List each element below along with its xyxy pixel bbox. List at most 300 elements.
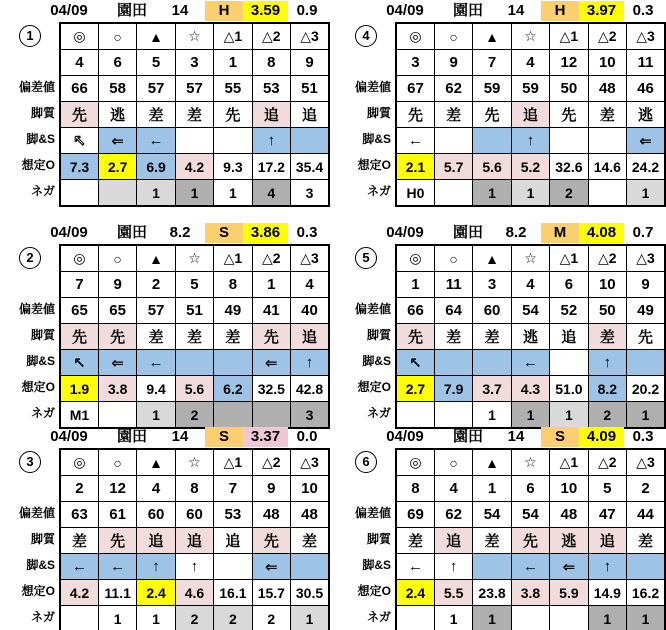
nega-cell: 1 bbox=[627, 606, 665, 630]
running-style-cell: 差 bbox=[137, 324, 175, 350]
header-date: 04/09 bbox=[386, 428, 424, 445]
odds-cell: 4.6 bbox=[175, 580, 213, 606]
horse-number-cell: 4 bbox=[291, 272, 329, 298]
odds-cell: 3.8 bbox=[511, 580, 549, 606]
block-body bbox=[336, 448, 666, 630]
block-header bbox=[336, 426, 666, 448]
horse-number-cell: 6 bbox=[550, 272, 588, 298]
mark-cell: ▲ bbox=[137, 23, 175, 50]
header-number: 14 bbox=[171, 2, 189, 19]
arrow-cell: ← bbox=[137, 128, 175, 154]
block-number: 4 bbox=[355, 25, 377, 47]
odds-cell: 32.5 bbox=[252, 376, 290, 402]
horse-number-cell: 5 bbox=[137, 50, 175, 76]
running-style-cell: 先 bbox=[252, 528, 290, 554]
horse-number-cell: 4 bbox=[511, 272, 549, 298]
nega-cell bbox=[434, 402, 472, 429]
block-header bbox=[336, 0, 666, 22]
mark-cell: ▲ bbox=[137, 449, 175, 476]
odds-cell: 51.0 bbox=[550, 376, 588, 402]
odds-cell: 2.4 bbox=[396, 580, 434, 606]
running-style-cell: 追 bbox=[137, 528, 175, 554]
running-style-cell: 追 bbox=[291, 102, 329, 128]
table-row bbox=[60, 350, 329, 376]
odds-cell: 5.9 bbox=[550, 580, 588, 606]
nega-cell bbox=[434, 180, 472, 207]
horse-number-cell: 9 bbox=[627, 272, 665, 298]
odds-cell: 3.7 bbox=[473, 376, 511, 402]
deviation-cell: 66 bbox=[60, 76, 98, 102]
header-date: 04/09 bbox=[50, 224, 88, 241]
horse-number-cell: 3 bbox=[473, 272, 511, 298]
header-date: 04/09 bbox=[50, 2, 88, 19]
arrow-cell: ← bbox=[511, 350, 549, 376]
mark-cell: △1 bbox=[550, 449, 588, 476]
running-style-cell: 先 bbox=[98, 528, 136, 554]
table-row bbox=[60, 128, 329, 154]
horse-number-cell: 2 bbox=[627, 476, 665, 502]
table-row bbox=[396, 606, 665, 630]
nega-cell bbox=[98, 402, 136, 429]
block-header bbox=[0, 222, 330, 244]
nega-cell: 1 bbox=[473, 402, 511, 429]
header-pace-letter: S bbox=[205, 223, 243, 243]
nega-cell: 1 bbox=[588, 606, 626, 630]
horse-number-cell: 11 bbox=[627, 50, 665, 76]
row-labels bbox=[336, 448, 395, 630]
running-style-cell: 差 bbox=[214, 324, 252, 350]
mark-cell: ○ bbox=[98, 23, 136, 50]
race-block-3 bbox=[0, 426, 330, 630]
mark-cell: ☆ bbox=[511, 245, 549, 272]
row-label: 偏差値 bbox=[18, 506, 55, 520]
odds-cell: 8.2 bbox=[588, 376, 626, 402]
nega-cell: H0 bbox=[396, 180, 434, 207]
nega-cell: 1 bbox=[473, 606, 511, 630]
nega-cell: 2 bbox=[252, 606, 290, 630]
header-track: 園田 bbox=[452, 428, 483, 445]
header-value: 3.97 bbox=[579, 1, 624, 21]
table-row bbox=[396, 350, 665, 376]
header-value: 4.09 bbox=[579, 427, 624, 447]
nega-cell: M1 bbox=[60, 402, 98, 429]
deviation-cell: 44 bbox=[627, 502, 665, 528]
row-label: 偏差値 bbox=[18, 302, 55, 316]
arrow-cell bbox=[175, 128, 213, 154]
horse-number-cell: 10 bbox=[588, 50, 626, 76]
data-table bbox=[395, 244, 666, 429]
odds-cell: 14.6 bbox=[588, 154, 626, 180]
nega-cell: 1 bbox=[473, 180, 511, 207]
mark-cell: ○ bbox=[98, 449, 136, 476]
deviation-cell: 62 bbox=[434, 76, 472, 102]
deviation-cell: 48 bbox=[252, 502, 290, 528]
arrow-cell: ← bbox=[98, 554, 136, 580]
nega-cell: 2 bbox=[588, 402, 626, 429]
mark-cell: △3 bbox=[627, 449, 665, 476]
deviation-cell: 65 bbox=[60, 298, 98, 324]
arrow-cell: ↑ bbox=[137, 554, 175, 580]
table-row bbox=[396, 298, 665, 324]
table-row bbox=[60, 606, 329, 630]
arrow-cell bbox=[434, 128, 472, 154]
block-header bbox=[0, 426, 330, 448]
running-style-cell: 追 bbox=[511, 102, 549, 128]
horse-number-cell: 7 bbox=[214, 476, 252, 502]
block-number: 6 bbox=[355, 451, 377, 473]
running-style-cell: 差 bbox=[175, 324, 213, 350]
nega-cell: 1 bbox=[627, 402, 665, 429]
row-label: 脚質 bbox=[366, 106, 391, 120]
arrow-cell bbox=[473, 554, 511, 580]
deviation-cell: 52 bbox=[550, 298, 588, 324]
mark-cell: ○ bbox=[434, 245, 472, 272]
race-block-6 bbox=[336, 426, 666, 630]
odds-cell: 4.2 bbox=[175, 154, 213, 180]
deviation-cell: 64 bbox=[434, 298, 472, 324]
horse-number-cell: 11 bbox=[434, 272, 472, 298]
block-body bbox=[0, 448, 330, 630]
header-value: 3.37 bbox=[243, 427, 288, 447]
mark-cell: ▲ bbox=[473, 449, 511, 476]
row-label: 脚&S bbox=[362, 132, 391, 146]
odds-cell: 24.2 bbox=[627, 154, 665, 180]
header-date: 04/09 bbox=[50, 428, 88, 445]
block-body bbox=[336, 22, 666, 207]
odds-cell: 5.6 bbox=[175, 376, 213, 402]
mark-cell: ◎ bbox=[396, 245, 434, 272]
odds-cell: 14.9 bbox=[588, 580, 626, 606]
row-label: ネガ bbox=[30, 184, 55, 198]
mark-cell: ▲ bbox=[473, 23, 511, 50]
running-style-cell: 先 bbox=[627, 324, 665, 350]
arrow-cell: ↑ bbox=[252, 128, 290, 154]
header-extra: 0.0 bbox=[296, 428, 318, 445]
header-track: 園田 bbox=[116, 428, 147, 445]
header-pace-letter: H bbox=[205, 1, 243, 21]
running-style-cell: 差 bbox=[473, 528, 511, 554]
table-row bbox=[60, 324, 329, 350]
running-style-cell: 先 bbox=[214, 102, 252, 128]
odds-cell: 16.1 bbox=[214, 580, 252, 606]
table-row bbox=[60, 76, 329, 102]
row-label: ネガ bbox=[366, 610, 391, 624]
nega-cell: 1 bbox=[291, 606, 329, 630]
nega-cell: 1 bbox=[137, 402, 175, 429]
odds-cell: 6.2 bbox=[214, 376, 252, 402]
horse-number-cell: 8 bbox=[214, 272, 252, 298]
mark-cell: △1 bbox=[214, 245, 252, 272]
arrow-cell: ⇐ bbox=[550, 554, 588, 580]
odds-cell: 7.3 bbox=[60, 154, 98, 180]
odds-cell: 5.5 bbox=[434, 580, 472, 606]
deviation-cell: 48 bbox=[550, 502, 588, 528]
odds-cell: 2.7 bbox=[396, 376, 434, 402]
nega-cell bbox=[511, 606, 549, 630]
deviation-cell: 60 bbox=[137, 502, 175, 528]
row-label: ネガ bbox=[30, 406, 55, 420]
block-header bbox=[336, 222, 666, 244]
header-extra: 0.7 bbox=[632, 224, 654, 241]
odds-cell: 2.7 bbox=[98, 154, 136, 180]
row-label: ネガ bbox=[30, 610, 55, 624]
arrow-cell: ← bbox=[137, 350, 175, 376]
arrow-cell bbox=[291, 554, 329, 580]
mark-cell: ◎ bbox=[60, 245, 98, 272]
horse-number-cell: 5 bbox=[175, 272, 213, 298]
arrow-cell: ↑ bbox=[291, 350, 329, 376]
running-style-cell: 先 bbox=[550, 102, 588, 128]
deviation-cell: 50 bbox=[550, 76, 588, 102]
mark-cell: ☆ bbox=[511, 449, 549, 476]
row-label: 偏差値 bbox=[354, 80, 391, 94]
row-label: 偏差値 bbox=[354, 302, 391, 316]
table-row bbox=[60, 476, 329, 502]
arrow-cell: ⇐ bbox=[252, 554, 290, 580]
running-style-cell: 差 bbox=[627, 528, 665, 554]
header-pace-letter: S bbox=[205, 427, 243, 447]
row-label: 脚&S bbox=[362, 558, 391, 572]
horse-number-cell: 12 bbox=[98, 476, 136, 502]
header-track: 園田 bbox=[116, 2, 147, 19]
table-row bbox=[60, 245, 329, 272]
mark-cell: ◎ bbox=[60, 449, 98, 476]
arrow-cell bbox=[473, 350, 511, 376]
horse-number-cell: 1 bbox=[396, 272, 434, 298]
arrow-cell bbox=[214, 128, 252, 154]
running-style-cell: 先 bbox=[98, 324, 136, 350]
horse-number-cell: 3 bbox=[175, 50, 213, 76]
block-body bbox=[336, 244, 666, 429]
header-value: 3.86 bbox=[243, 223, 288, 243]
row-label: 脚&S bbox=[26, 132, 55, 146]
horse-number-cell: 2 bbox=[60, 476, 98, 502]
table-row bbox=[60, 102, 329, 128]
nega-cell: 3 bbox=[291, 402, 329, 429]
odds-cell: 6.9 bbox=[137, 154, 175, 180]
nega-cell bbox=[252, 402, 290, 429]
odds-cell: 1.9 bbox=[60, 376, 98, 402]
odds-cell: 11.1 bbox=[98, 580, 136, 606]
arrow-cell: ⇐ bbox=[252, 350, 290, 376]
block-number: 5 bbox=[355, 247, 377, 269]
deviation-cell: 46 bbox=[627, 76, 665, 102]
table-row bbox=[60, 502, 329, 528]
row-label: 脚質 bbox=[366, 532, 391, 546]
table-row bbox=[60, 272, 329, 298]
table-row bbox=[396, 502, 665, 528]
arrow-cell: ↖ bbox=[60, 128, 98, 154]
deviation-cell: 60 bbox=[175, 502, 213, 528]
deviation-cell: 63 bbox=[60, 502, 98, 528]
deviation-cell: 57 bbox=[137, 298, 175, 324]
odds-cell: 5.6 bbox=[473, 154, 511, 180]
deviation-cell: 57 bbox=[175, 76, 213, 102]
header-extra: 0.3 bbox=[296, 224, 318, 241]
table-row bbox=[396, 528, 665, 554]
table-row bbox=[60, 449, 329, 476]
running-style-cell: 差 bbox=[434, 324, 472, 350]
nega-cell: 1 bbox=[511, 402, 549, 429]
table-row bbox=[396, 376, 665, 402]
horse-number-cell: 1 bbox=[214, 50, 252, 76]
horse-number-cell: 6 bbox=[511, 476, 549, 502]
table-row bbox=[60, 180, 329, 207]
horse-number-cell: 8 bbox=[252, 50, 290, 76]
mark-cell: △2 bbox=[252, 449, 290, 476]
deviation-cell: 54 bbox=[511, 502, 549, 528]
running-style-cell: 差 bbox=[473, 324, 511, 350]
block-number: 1 bbox=[19, 25, 41, 47]
odds-cell: 15.7 bbox=[252, 580, 290, 606]
running-style-cell: 先 bbox=[60, 102, 98, 128]
deviation-cell: 51 bbox=[175, 298, 213, 324]
nega-cell: 2 bbox=[214, 606, 252, 630]
deviation-cell: 41 bbox=[252, 298, 290, 324]
mark-cell: ☆ bbox=[175, 23, 213, 50]
header-track: 園田 bbox=[452, 2, 483, 19]
mark-cell: ○ bbox=[434, 449, 472, 476]
arrow-cell: ↑ bbox=[511, 128, 549, 154]
running-style-cell: 差 bbox=[291, 528, 329, 554]
table-row bbox=[60, 298, 329, 324]
arrow-cell bbox=[588, 128, 626, 154]
arrow-cell bbox=[627, 554, 665, 580]
nega-cell: 1 bbox=[137, 606, 175, 630]
deviation-cell: 50 bbox=[588, 298, 626, 324]
odds-cell: 17.2 bbox=[252, 154, 290, 180]
arrow-cell: ↖ bbox=[60, 350, 98, 376]
horse-number-cell: 8 bbox=[175, 476, 213, 502]
table-row bbox=[396, 272, 665, 298]
deviation-cell: 67 bbox=[396, 76, 434, 102]
row-label: 脚&S bbox=[26, 558, 55, 572]
mark-cell: △2 bbox=[252, 245, 290, 272]
mark-cell: ◎ bbox=[396, 23, 434, 50]
data-table bbox=[59, 448, 330, 630]
row-label: 偏差値 bbox=[354, 506, 391, 520]
nega-cell bbox=[60, 606, 98, 630]
table-row bbox=[396, 449, 665, 476]
nega-cell: 1 bbox=[627, 180, 665, 207]
arrow-cell bbox=[175, 350, 213, 376]
mark-cell: △1 bbox=[550, 23, 588, 50]
race-block-2 bbox=[0, 222, 330, 426]
header-number: 14 bbox=[171, 428, 189, 445]
row-label: ネガ bbox=[366, 406, 391, 420]
running-style-cell: 追 bbox=[550, 324, 588, 350]
nega-cell: 2 bbox=[175, 402, 213, 429]
row-label: 想定O bbox=[21, 584, 55, 598]
odds-cell: 35.4 bbox=[291, 154, 329, 180]
nega-cell bbox=[550, 606, 588, 630]
deviation-cell: 58 bbox=[98, 76, 136, 102]
block-body bbox=[0, 244, 330, 429]
horse-number-cell: 5 bbox=[588, 476, 626, 502]
arrow-cell: ← bbox=[396, 554, 434, 580]
block-number: 3 bbox=[19, 451, 41, 473]
running-style-cell: 逃 bbox=[550, 528, 588, 554]
data-table bbox=[59, 244, 330, 429]
arrow-cell: ⇐ bbox=[98, 350, 136, 376]
header-track: 園田 bbox=[452, 224, 483, 241]
deviation-cell: 60 bbox=[473, 298, 511, 324]
arrow-cell: ← bbox=[396, 128, 434, 154]
header-date: 04/09 bbox=[386, 2, 424, 19]
header-number: 8.2 bbox=[169, 224, 191, 241]
row-label: 偏差値 bbox=[18, 80, 55, 94]
odds-cell: 3.8 bbox=[98, 376, 136, 402]
running-style-cell: 追 bbox=[214, 528, 252, 554]
mark-cell: △1 bbox=[214, 449, 252, 476]
running-style-cell: 追 bbox=[588, 528, 626, 554]
nega-cell: 1 bbox=[511, 180, 549, 207]
mark-cell: ☆ bbox=[175, 245, 213, 272]
header-extra: 0.3 bbox=[632, 2, 654, 19]
deviation-cell: 53 bbox=[214, 502, 252, 528]
row-label: 想定O bbox=[21, 380, 55, 394]
row-label: 想定O bbox=[357, 380, 391, 394]
running-style-cell: 先 bbox=[473, 102, 511, 128]
table-row bbox=[396, 102, 665, 128]
arrow-cell bbox=[627, 350, 665, 376]
race-block-4 bbox=[336, 0, 666, 204]
odds-cell: 32.6 bbox=[550, 154, 588, 180]
header-track: 園田 bbox=[116, 224, 147, 241]
deviation-cell: 59 bbox=[511, 76, 549, 102]
nega-cell: 4 bbox=[252, 180, 290, 207]
table-row bbox=[60, 528, 329, 554]
deviation-cell: 54 bbox=[511, 298, 549, 324]
running-style-cell: 追 bbox=[434, 528, 472, 554]
header-extra: 0.9 bbox=[296, 2, 318, 19]
table-row bbox=[60, 23, 329, 50]
running-style-cell: 追 bbox=[291, 324, 329, 350]
nega-cell bbox=[60, 180, 98, 207]
odds-cell: 16.2 bbox=[627, 580, 665, 606]
odds-cell: 7.9 bbox=[434, 376, 472, 402]
running-style-cell: 追 bbox=[252, 102, 290, 128]
odds-cell: 30.5 bbox=[291, 580, 329, 606]
deviation-cell: 49 bbox=[627, 298, 665, 324]
mark-cell: △3 bbox=[291, 449, 329, 476]
running-style-cell: 差 bbox=[396, 528, 434, 554]
mark-cell: ▲ bbox=[137, 245, 175, 272]
horse-number-cell: 1 bbox=[473, 476, 511, 502]
mark-cell: △3 bbox=[627, 23, 665, 50]
deviation-cell: 40 bbox=[291, 298, 329, 324]
table-row bbox=[396, 402, 665, 429]
deviation-cell: 48 bbox=[291, 502, 329, 528]
arrow-cell: ↖ bbox=[396, 350, 434, 376]
running-style-cell: 先 bbox=[396, 102, 434, 128]
deviation-cell: 51 bbox=[291, 76, 329, 102]
table-row bbox=[396, 580, 665, 606]
arrow-cell: ⇐ bbox=[627, 128, 665, 154]
header-value: 4.08 bbox=[579, 223, 624, 243]
deviation-cell: 49 bbox=[214, 298, 252, 324]
deviation-cell: 54 bbox=[473, 502, 511, 528]
arrow-cell bbox=[550, 128, 588, 154]
row-label: 想定O bbox=[21, 158, 55, 172]
arrow-cell: ↑ bbox=[588, 554, 626, 580]
nega-cell bbox=[214, 402, 252, 429]
nega-cell: 1 bbox=[137, 180, 175, 207]
table-row bbox=[396, 245, 665, 272]
mark-cell: △1 bbox=[214, 23, 252, 50]
row-label: ネガ bbox=[366, 184, 391, 198]
nega-cell: 2 bbox=[175, 606, 213, 630]
